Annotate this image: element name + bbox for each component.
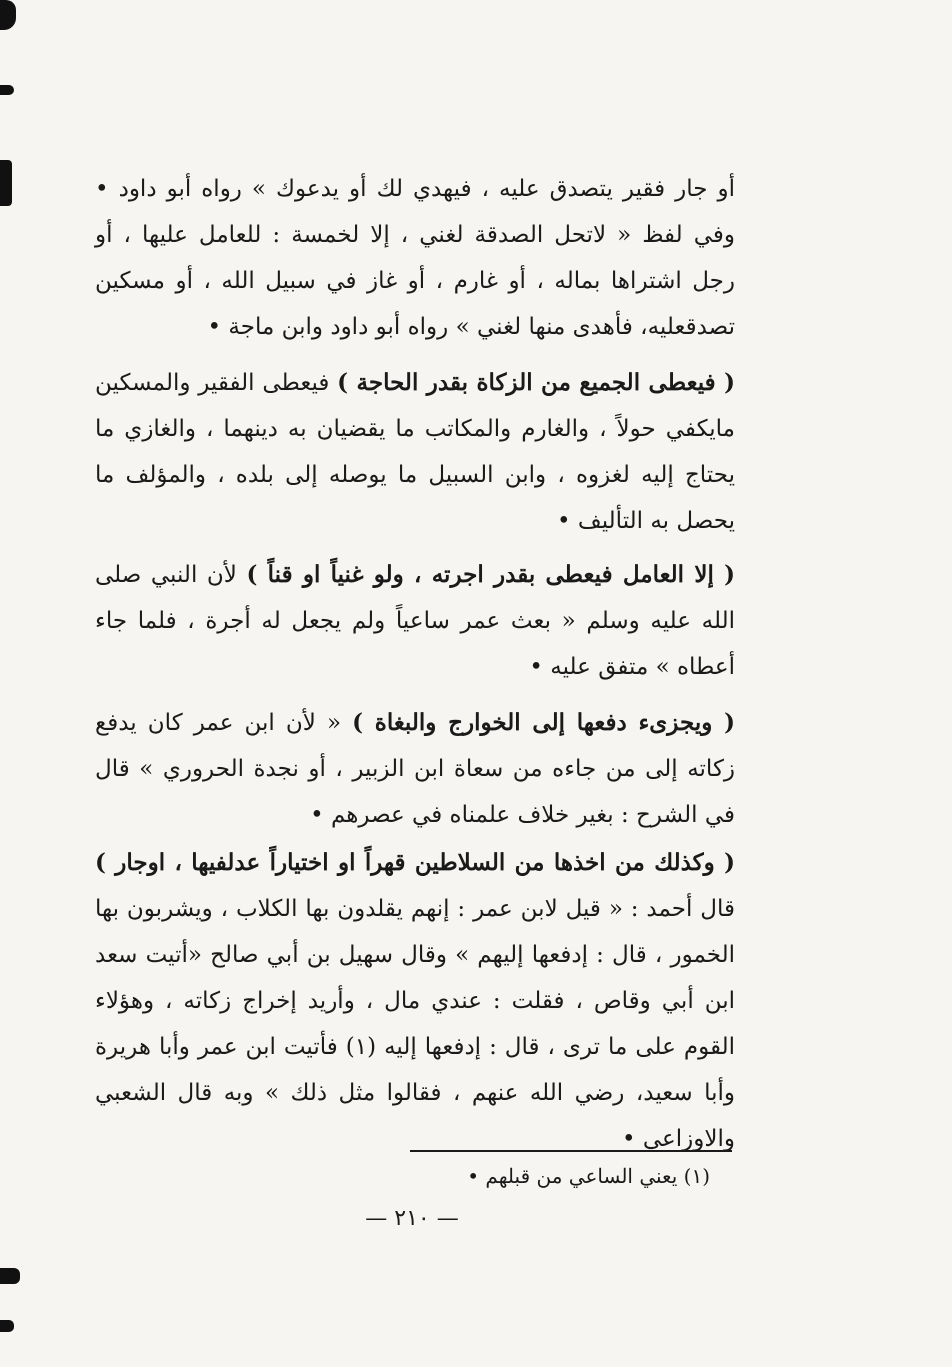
footnote-separator	[410, 1150, 732, 1152]
scan-edge-mark	[0, 160, 12, 206]
scan-edge-mark	[0, 1320, 14, 1332]
paragraph-lead: ( ويجزىء دفعها إلى الخوارج والبغاة )	[352, 709, 735, 736]
paragraph-text: فيعطى الفقير والمسكين مايكفي حولاً ، والغارم والمكاتب ما يقضيان به دينهما ، والغازي ما يحتاج إليه لغزوه ، وابن السبيل ما يوصله إلى بلده ، والمؤلف ما يحصل به التأليف •	[95, 370, 735, 534]
paragraph-text: أو جار فقير يتصدق عليه ، فيهدي لك أو يدعوك » رواه أبو داود • وفي لفظ « لاتحل الصدقة لغني ، إلا لخمسة : للعامل عليها ، أو رجل اشتراها بماله ، أو غارم ، أو غاز في سبيل الله ، أو مسكين تصدقعليه، فأهدى منها لغني » رواه أبو داود وابن ماجة •	[95, 176, 735, 340]
paragraph-text: لأن النبي صلى الله عليه وسلم « بعث عمر ساعياً ولم يجعل له أجرة ، فلما جاء أعطاه » متفق عليه •	[95, 562, 735, 680]
paragraph-4	[95, 700, 735, 838]
paragraph-text: « لأن ابن عمر كان يدفع زكاته إلى من جاءه من سعاة ابن الزبير ، أو نجدة الحروري » قال في الشرح : بغير خلاف علمناه في عصرهم •	[95, 710, 735, 828]
paragraph-lead: ( وكذلك من اخذها من السلاطين قهراً او اختياراً عدلفيها ، اوجار )	[95, 849, 735, 876]
footnote: (١) يعني الساعي من قبلهم •	[467, 1164, 710, 1188]
paragraph-text: قال أحمد : « قيل لابن عمر : إنهم يقلدون بها الكلاب ، ويشربون بها الخمور ، قال : إدفعها إليهم » وقال سهيل بن أبي صالح «أتيت سعد ابن أبي وقاص ، فقلت : عندي مال ، وأريد إخراج زكاته ، وهؤلاء القوم على ما ترى ، قال : إدفعها إليه (١) فأتيت ابن عمر وأبا هريرة وأبا سعيد، رضي الله عنهم ، فقالوا مثل ذلك » وبه قال الشعبي والاوزاعي •	[95, 896, 735, 1152]
scan-edge-mark	[0, 0, 16, 30]
paragraph-3	[95, 552, 735, 690]
paragraph-1	[95, 166, 735, 350]
paragraph-5	[95, 840, 735, 1162]
scan-edge-mark	[0, 85, 14, 95]
scan-edge-mark	[0, 1268, 20, 1284]
paragraph-lead: ( إلا العامل فيعطى بقدر اجرته ، ولو غنياً او قناً )	[246, 561, 735, 588]
paragraph-lead: ( فيعطى الجميع من الزكاة بقدر الحاجة )	[337, 369, 735, 396]
page-number: — ٢١٠ —	[365, 1206, 459, 1231]
paragraph-2	[95, 360, 735, 544]
